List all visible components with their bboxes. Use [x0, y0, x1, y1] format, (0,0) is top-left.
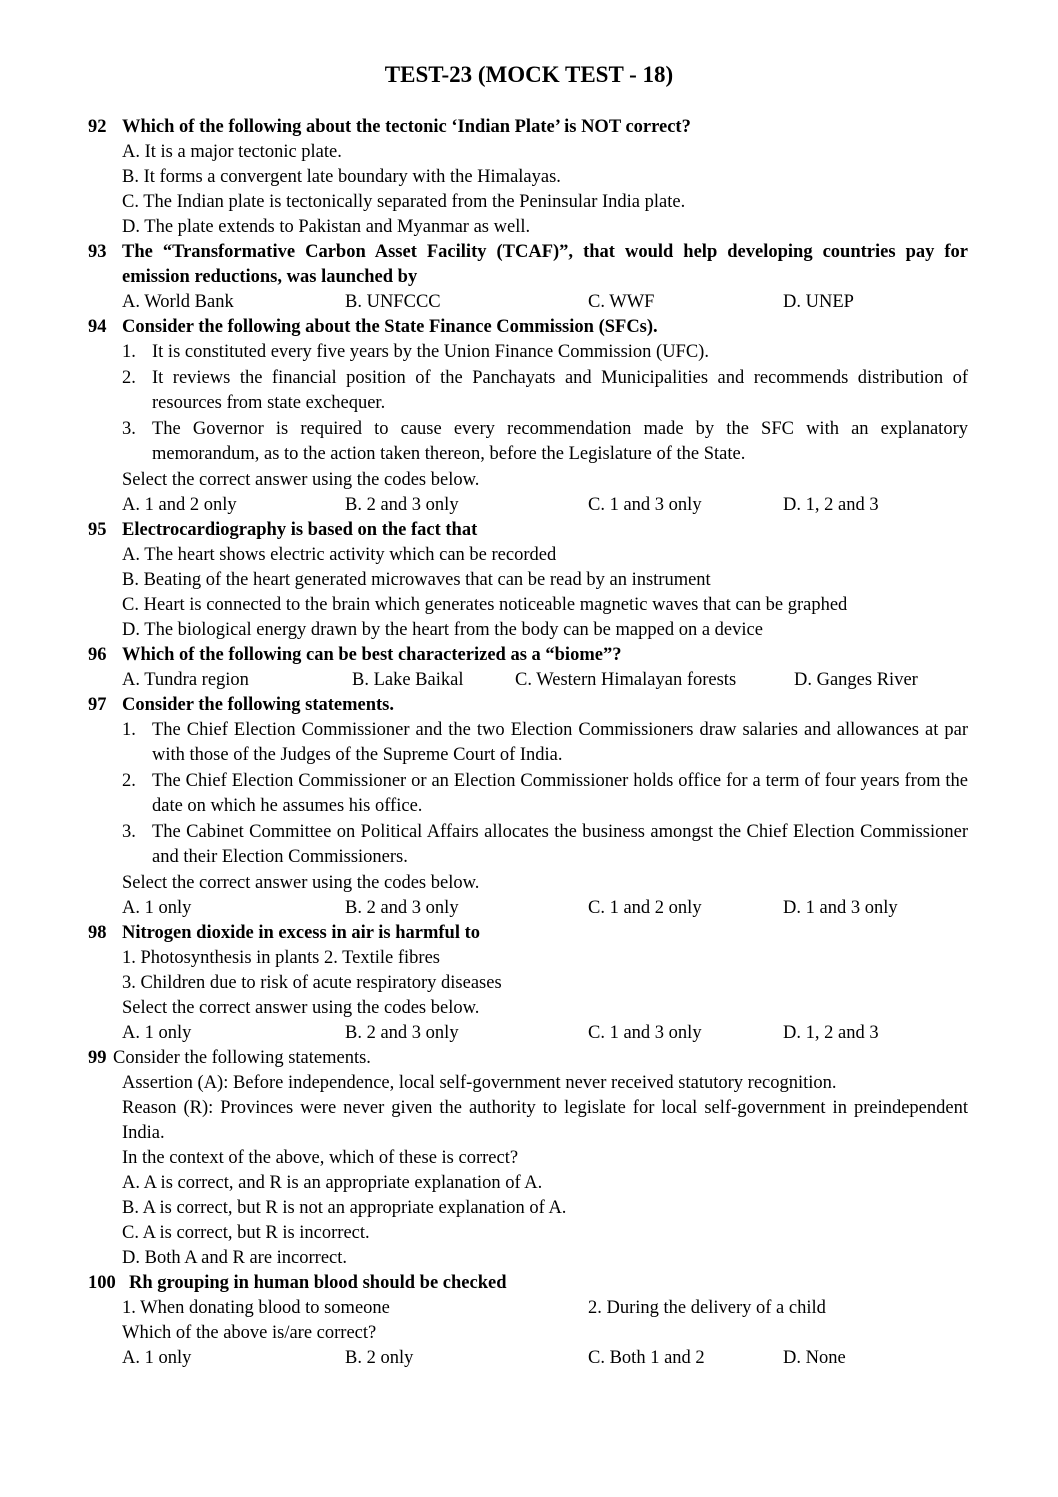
- question-99: [88, 1046, 968, 1271]
- question-92: [88, 115, 968, 240]
- option-d: D. UNEP: [783, 292, 854, 312]
- statement-item: [122, 417, 968, 467]
- option-d: D. The biological energy drawn by the heart from the body can be mapped on a device: [122, 620, 763, 640]
- select-instruction: Select the correct answer using the codes below.: [122, 998, 480, 1018]
- question-number: 93: [88, 242, 107, 262]
- column-item-1: 1. When donating blood to someone: [122, 1298, 390, 1318]
- option-a: A. 1 only: [122, 1348, 192, 1368]
- option-c: C. WWF: [588, 292, 655, 312]
- option-d: D. 1, 2 and 3: [783, 1023, 879, 1043]
- option-a: A. It is a major tectonic plate.: [122, 142, 342, 162]
- option-c: C. A is correct, but R is incorrect.: [122, 1223, 370, 1243]
- option-a: A. World Bank: [122, 292, 234, 312]
- option-a: A. A is correct, and R is an appropriate explanation of A.: [122, 1173, 543, 1193]
- statement-text: The Governor is required to cause every recommendation made by the SFC with an explanatory memorandum, as to the action taken thereon, before the Legislature of the State.: [152, 419, 968, 464]
- statement-number: 3.: [122, 419, 136, 439]
- option-c: C. Both 1 and 2: [588, 1348, 705, 1368]
- question-number: 97: [88, 695, 107, 715]
- question-text: Rh grouping in human blood should be checked: [129, 1273, 507, 1293]
- option-b: B. Lake Baikal: [352, 670, 464, 690]
- option-d: D. 1 and 3 only: [783, 898, 898, 918]
- statement-number: 3.: [122, 822, 136, 842]
- question-text: Consider the following statements.: [122, 695, 395, 715]
- statement-item: [122, 366, 968, 416]
- question-number: 95: [88, 520, 107, 540]
- option-b: B. 2 and 3 only: [345, 495, 459, 515]
- statement-item: [122, 769, 968, 819]
- question-text: Consider the following statements.: [113, 1048, 371, 1068]
- two-column-row: [122, 1296, 968, 1321]
- statement-text: The Chief Election Commissioner or an Election Commissioner holds office for a term of four years from the date on which he assumes his office.: [152, 771, 968, 816]
- option-b: B. It forms a convergent late boundary with the Himalayas.: [122, 167, 561, 187]
- statement-number: 1.: [122, 720, 136, 740]
- question-number: 94: [88, 317, 107, 337]
- question-number: 99: [88, 1048, 107, 1068]
- statement-line: 1. Photosynthesis in plants 2. Textile fibres: [122, 948, 440, 968]
- assertion-line: Assertion (A): Before independence, local self-government never received statutory recognition.: [122, 1073, 837, 1093]
- statement-item: [122, 820, 968, 870]
- question-text: Electrocardiography is based on the fact that: [122, 520, 478, 540]
- option-b: B. 2 and 3 only: [345, 898, 459, 918]
- column-item-2: 2. During the delivery of a child: [588, 1298, 826, 1318]
- statement-number: 2.: [122, 771, 136, 791]
- options-row: [122, 896, 968, 921]
- question-number: 96: [88, 645, 107, 665]
- option-c: C. 1 and 3 only: [588, 495, 702, 515]
- question-text: Nitrogen dioxide in excess in air is harmful to: [122, 923, 481, 943]
- question-number: 100: [88, 1273, 116, 1293]
- option-d: D. Ganges River: [794, 670, 918, 690]
- question-number: 98: [88, 923, 107, 943]
- question-100: [88, 1271, 968, 1371]
- question-text: Which of the following can be best characterized as a “biome”?: [122, 645, 622, 665]
- question-93: [88, 240, 968, 315]
- option-d: D. The plate extends to Pakistan and Myanmar as well.: [122, 217, 531, 237]
- select-instruction: Select the correct answer using the codes below.: [122, 873, 480, 893]
- options-row: [122, 1346, 968, 1371]
- statement-number: 1.: [122, 342, 136, 362]
- question-text: Consider the following about the State Finance Commission (SFCs).: [122, 317, 658, 337]
- page-title: TEST-23 (MOCK TEST - 18): [384, 62, 674, 87]
- options-row: [122, 1021, 968, 1046]
- question-94: [88, 315, 968, 518]
- option-c: C. The Indian plate is tectonically separated from the Peninsular India plate.: [122, 192, 686, 212]
- options-row: [122, 493, 968, 518]
- option-a: A. 1 and 2 only: [122, 495, 237, 515]
- question-98: [88, 921, 968, 1046]
- question-95: [88, 518, 968, 643]
- question-97: [88, 693, 968, 921]
- option-a: A. 1 only: [122, 1023, 192, 1043]
- question-96: [88, 643, 968, 693]
- option-b: B. Beating of the heart generated microwaves that can be read by an instrument: [122, 570, 711, 590]
- question-text: The “Transformative Carbon Asset Facility (TCAF)”, that would help developing countries pay for emission reductions, was launched by: [122, 242, 968, 287]
- statement-text: It reviews the financial position of the Panchayats and Municipalities and recommends distribution of resources from state exchequer.: [152, 368, 968, 413]
- option-b: B. UNFCCC: [345, 292, 441, 312]
- option-b: B. 2 and 3 only: [345, 1023, 459, 1043]
- reason-paragraph: Reason (R): Provinces were never given the authority to legislate for local self-government in preindependent India.: [122, 1098, 968, 1143]
- questions-list: [88, 115, 968, 1371]
- context-line: In the context of the above, which of these is correct?: [122, 1148, 519, 1168]
- statement-text: The Chief Election Commissioner and the two Election Commissioners draw salaries and allowances at par with those of the Judges of the Supreme Court of India.: [152, 720, 968, 765]
- question-text: Which of the following about the tectonic ‘Indian Plate’ is NOT correct?: [122, 117, 691, 137]
- option-c: C. Western Himalayan forests: [515, 670, 737, 690]
- options-row: [122, 668, 968, 693]
- option-d: D. 1, 2 and 3: [783, 495, 879, 515]
- option-a: A. 1 only: [122, 898, 192, 918]
- option-a: A. Tundra region: [122, 670, 249, 690]
- select-instruction: Select the correct answer using the codes below.: [122, 470, 480, 490]
- statement-text: It is constituted every five years by the Union Finance Commission (UFC).: [152, 342, 709, 362]
- statement-number: 2.: [122, 368, 136, 388]
- statement-line: 3. Children due to risk of acute respiratory diseases: [122, 973, 502, 993]
- question-number: 92: [88, 117, 107, 137]
- option-c: C. Heart is connected to the brain which generates noticeable magnetic waves that can be graphed: [122, 595, 848, 615]
- option-b: B. A is correct, but R is not an appropriate explanation of A.: [122, 1198, 567, 1218]
- statement-text: The Cabinet Committee on Political Affairs allocates the business amongst the Chief Election Commissioner and their Election Commissioners.: [152, 822, 968, 867]
- statement-item: [122, 718, 968, 768]
- which-correct-line: Which of the above is/are correct?: [122, 1323, 377, 1343]
- statement-item: [122, 340, 968, 365]
- option-a: A. The heart shows electric activity which can be recorded: [122, 545, 557, 565]
- option-c: C. 1 and 2 only: [588, 898, 702, 918]
- options-row: [122, 290, 968, 315]
- option-d: D. None: [783, 1348, 846, 1368]
- option-c: C. 1 and 3 only: [588, 1023, 702, 1043]
- option-d: D. Both A and R are incorrect.: [122, 1248, 348, 1268]
- option-b: B. 2 only: [345, 1348, 414, 1368]
